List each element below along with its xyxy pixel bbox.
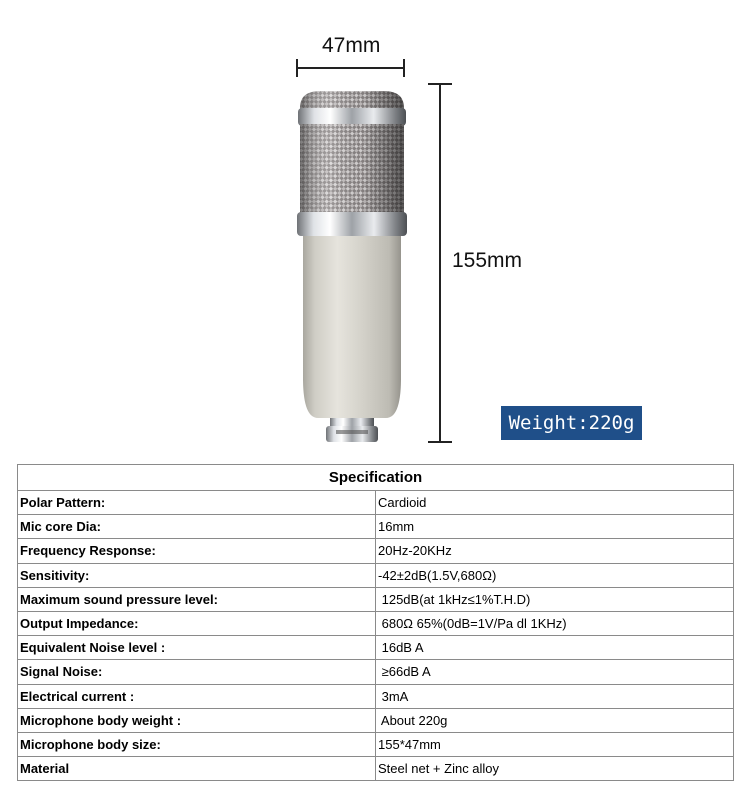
table-row xyxy=(18,684,734,708)
width-dimension-label: 47mm xyxy=(322,34,381,57)
table-row xyxy=(18,636,734,660)
width-dimension-line xyxy=(297,59,404,77)
spec-label: Equivalent Noise level : xyxy=(18,636,376,660)
spec-value: 155*47mm xyxy=(376,732,734,756)
spec-value: ≥66dB A xyxy=(376,660,734,684)
table-header-row xyxy=(18,465,734,491)
specification-table xyxy=(17,464,734,781)
spec-label: Mic core Dia: xyxy=(18,515,376,539)
table-row xyxy=(18,757,734,781)
microphone xyxy=(297,91,407,442)
spec-label: Maximum sound pressure level: xyxy=(18,587,376,611)
specification-rows xyxy=(18,491,734,781)
height-dimension-label: 155mm xyxy=(452,249,523,272)
table-row xyxy=(18,587,734,611)
spec-label: Output Impedance: xyxy=(18,611,376,635)
spec-label: Electrical current : xyxy=(18,684,376,708)
spec-value: 20Hz-20KHz xyxy=(376,539,734,563)
spec-value: 680Ω 65%(0dB=1V/Pa dl 1KHz) xyxy=(376,611,734,635)
height-dimension-line xyxy=(428,84,452,442)
table-row xyxy=(18,563,734,587)
table-row xyxy=(18,491,734,515)
weight-badge: Weight:220g xyxy=(501,406,642,440)
spec-value: 16dB A xyxy=(376,636,734,660)
spec-value: 125dB(at 1kHz≤1%T.H.D) xyxy=(376,587,734,611)
spec-value: -42±2dB(1.5V,680Ω) xyxy=(376,563,734,587)
table-title: Specification xyxy=(18,465,734,491)
table-row xyxy=(18,660,734,684)
spec-value: About 220g xyxy=(376,708,734,732)
spec-label: Signal Noise: xyxy=(18,660,376,684)
table-row xyxy=(18,611,734,635)
spec-label: Microphone body weight : xyxy=(18,708,376,732)
spec-value: 16mm xyxy=(376,515,734,539)
spec-label: Polar Pattern: xyxy=(18,491,376,515)
spec-value: 3mA xyxy=(376,684,734,708)
spec-label: Microphone body size: xyxy=(18,732,376,756)
table-row xyxy=(18,708,734,732)
spec-label: Sensitivity: xyxy=(18,563,376,587)
spec-value: Steel net + Zinc alloy xyxy=(376,757,734,781)
table-row xyxy=(18,539,734,563)
table-row xyxy=(18,732,734,756)
table-row xyxy=(18,515,734,539)
spec-label: Frequency Response: xyxy=(18,539,376,563)
spec-value: Cardioid xyxy=(376,491,734,515)
spec-label: Material xyxy=(18,757,376,781)
